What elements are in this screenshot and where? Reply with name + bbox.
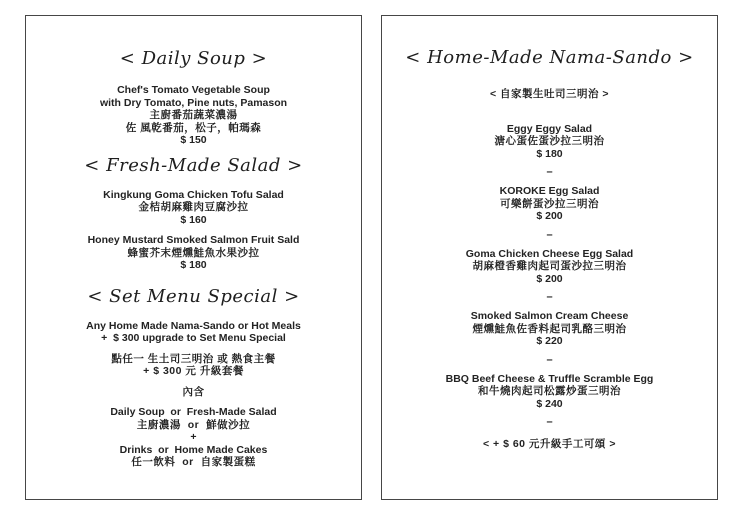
set-menu-intro-en-line2: + $ 300 upgrade to Set Menu Special: [101, 332, 286, 344]
menu-item-chefs-tomato-soup: [26, 84, 361, 147]
set-menu-intro-en-line1: Any Home Made Nama-Sando or Hot Meals: [86, 319, 301, 332]
item-name-zh: 金桔胡麻雞肉豆腐沙拉: [138, 201, 249, 213]
menu-page-left: [25, 15, 362, 500]
item-separator: –: [546, 228, 553, 241]
item-name-zh: 蜂蜜芥末煙燻鮭魚水果沙拉: [127, 246, 260, 259]
croissant-upgrade-note: < + $ 60 元升級手工可頌 >: [482, 438, 616, 450]
set-menu-option1-en: Daily Soup or Fresh-Made Salad: [110, 406, 277, 418]
set-menu-plus-sign: +: [190, 431, 197, 443]
item-name-en: KOROKE Egg Salad: [499, 185, 600, 197]
set-menu-intro-en: [26, 320, 361, 345]
item-price: $ 200: [536, 272, 563, 285]
item-name-en: Kingkung Goma Chicken Tofu Salad: [103, 188, 284, 201]
section-heading-daily-soup: < Daily Soup >: [119, 48, 268, 69]
set-menu-intro-zh-line1: 點任一 生土司三明治 或 熱食主餐: [111, 352, 276, 365]
section-heading-fresh-made-salad: < Fresh-Made Salad >: [84, 154, 303, 176]
item-price: $ 220: [536, 335, 563, 347]
item-separator: –: [546, 291, 553, 303]
item-name-zh-line1: 主廚番茄蔬菜濃湯: [149, 109, 238, 121]
set-menu-option1-zh: 主廚濃湯 or 鮮做沙拉: [136, 418, 251, 431]
menu-page-right: [381, 15, 718, 500]
item-name-zh: 溏心蛋佐蛋沙拉三明治: [494, 135, 605, 147]
item-price: $ 160: [180, 213, 207, 226]
item-name-zh: 煙燻鮭魚佐香料起司乳酪三明治: [472, 322, 627, 335]
set-menu-intro-zh: [26, 353, 361, 378]
item-name-en: Honey Mustard Smoked Salmon Fruit Sald: [87, 234, 300, 246]
menu-item-bbq-beef-truffle-scramble-egg: [382, 373, 717, 411]
item-name-zh: 胡麻橙香雞肉起司蛋沙拉三明治: [472, 260, 627, 272]
item-price: $ 240: [536, 397, 563, 410]
section-heading-set-menu-special: < Set Menu Special >: [87, 285, 300, 307]
item-name-en: BBQ Beef Cheese & Truffle Scramble Egg: [445, 372, 654, 385]
item-price: $ 150: [180, 134, 207, 146]
item-name-en: Smoked Salmon Cream Cheese: [470, 310, 629, 322]
set-menu-options: [26, 406, 361, 469]
set-menu-option2-zh: 任一飲料 or 自家製蛋糕: [131, 456, 256, 468]
item-name-zh-line2: 佐 風乾番茄，松子，帕瑪森: [125, 121, 262, 134]
item-price: $ 200: [536, 210, 563, 222]
set-menu-includes-label: 內含: [182, 385, 205, 398]
menu-item-koroke-egg-salad: [382, 185, 717, 223]
item-name-en-line2: with Dry Tomato, Pine nuts, Pamason: [99, 96, 288, 109]
item-separator: –: [546, 353, 553, 366]
item-name-zh: 和牛燒肉起司松露炒蛋三明治: [478, 385, 621, 397]
item-name-en-line1: Chef's Tomato Vegetable Soup: [117, 84, 270, 96]
item-price: $ 180: [536, 147, 563, 160]
item-name-zh: 可樂餅蛋沙拉三明治: [500, 197, 599, 210]
item-separator: –: [546, 166, 553, 178]
menu-item-smoked-salmon-fruit-salad: [26, 234, 361, 272]
menu-item-eggy-eggy-salad: [382, 123, 717, 161]
section-heading-nama-sando: < Home-Made Nama-Sando >: [405, 47, 694, 68]
item-name-en: Eggy Eggy Salad: [506, 122, 593, 135]
menu-item-smoked-salmon-cream-cheese: [382, 310, 717, 348]
section-subheading-zh: < 自家製生吐司三明治 >: [489, 88, 610, 100]
item-name-en: Goma Chicken Cheese Egg Salad: [465, 247, 634, 260]
item-separator: –: [546, 416, 553, 428]
menu-item-goma-chicken-tofu-salad: [26, 189, 361, 227]
menu-item-goma-chicken-cheese-egg-salad: [382, 248, 717, 286]
set-menu-intro-zh-line2: + $ 300 元 升級套餐: [143, 365, 244, 377]
set-menu-option2-en: Drinks or Home Made Cakes: [119, 443, 268, 456]
item-price: $ 180: [180, 259, 207, 271]
